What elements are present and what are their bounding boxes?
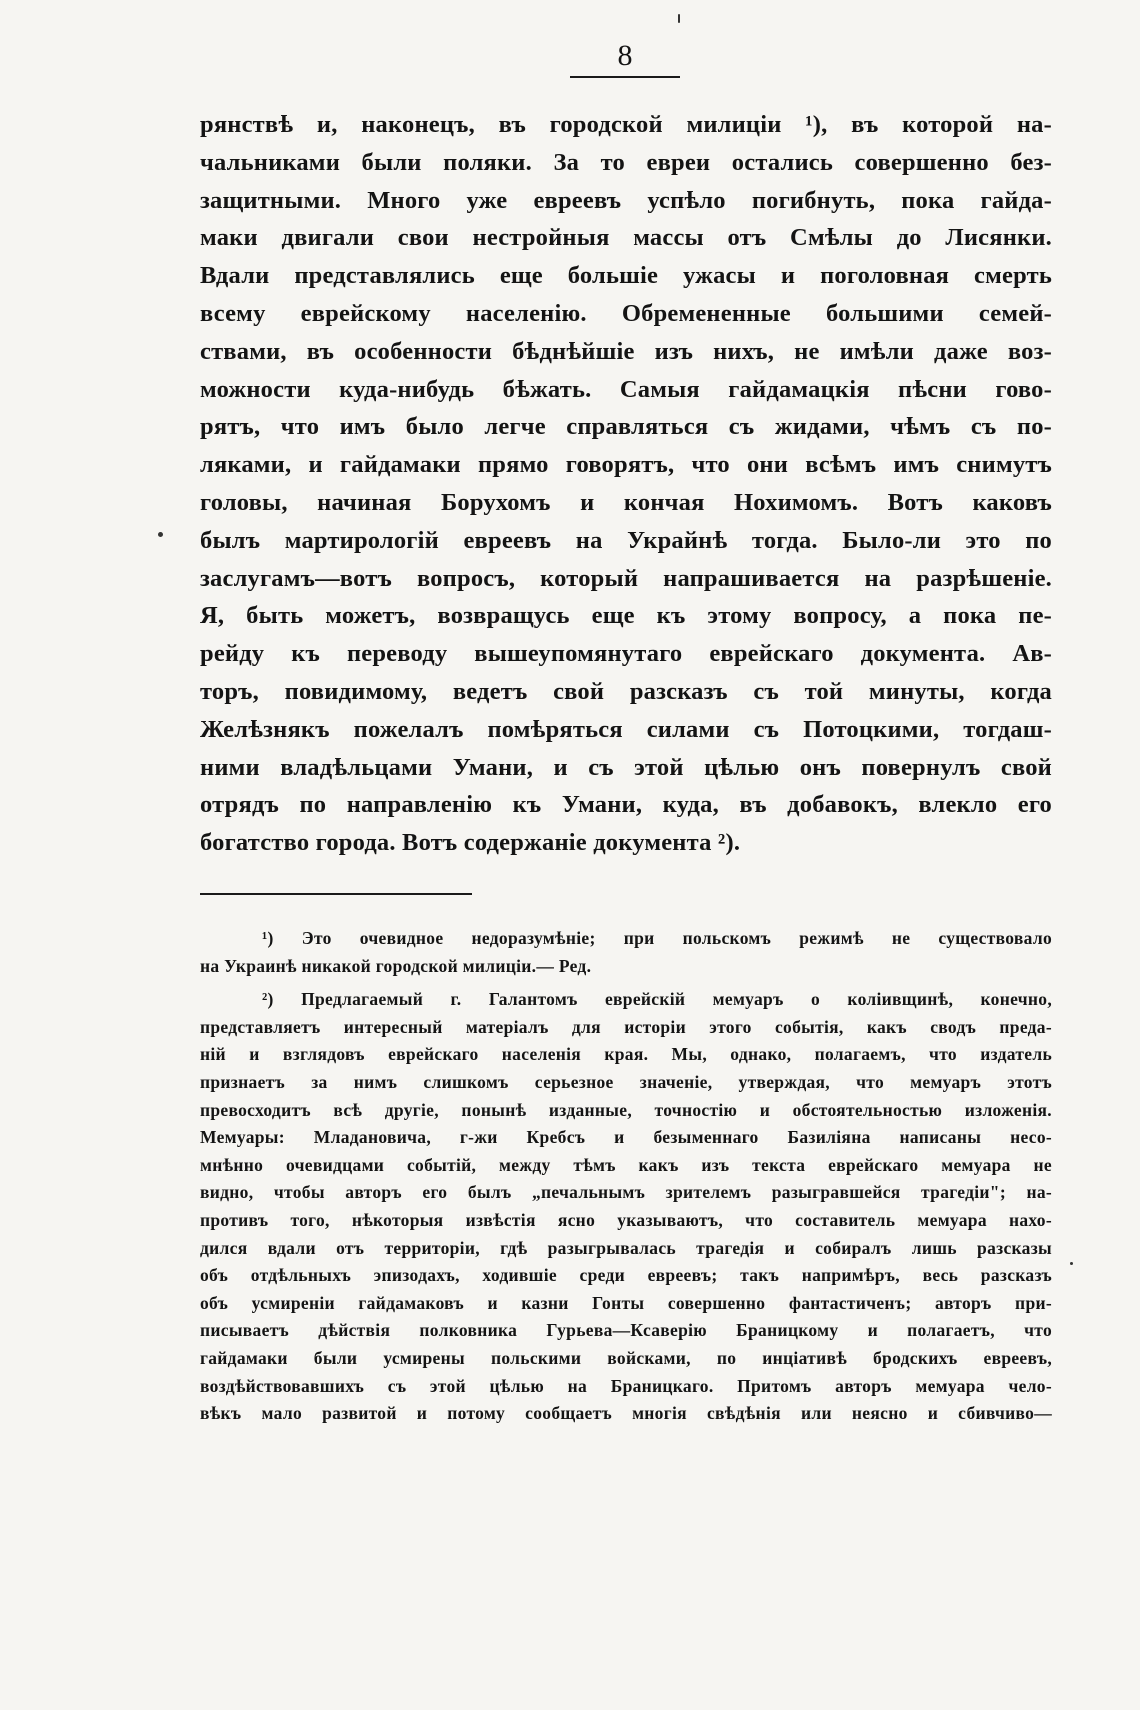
footnote-2-line: Мемуары: Младановича, г-жи Кребсъ и безыменнаго Базиліяна написаны несо-	[200, 1127, 1052, 1148]
body-line: защитными. Много уже евреевъ успѣло погибнуть, пока гайда-	[200, 186, 1052, 214]
footnotes	[200, 925, 1052, 1428]
body-line: рятъ, что имъ было легче справляться съ жидами, чѣмъ съ по-	[200, 413, 1052, 441]
footnote-2-line: ²) Предлагаемый г. Галантомъ еврейскій мемуаръ о коліивщинѣ, конечно,	[262, 989, 1052, 1010]
body-line: отрядъ по направленію къ Умани, куда, въ добавокъ, влекло его	[200, 791, 1052, 819]
body-line: рянствѣ и, наконецъ, въ городской милиціи ¹), въ которой на-	[200, 111, 1052, 138]
footnote-2-line: ній и взглядовъ еврейскаго населенія края. Мы, однако, полагаемъ, что издатель	[200, 1044, 1052, 1065]
footnote-2-line: противъ того, нѣкоторыя извѣстія ясно указываютъ, что составитель мемуара нахо-	[200, 1209, 1052, 1230]
footnote-2-line: дился вдали отъ территоріи, гдѣ разыгрывалась трагедія и собиралъ лишь разсказы	[200, 1237, 1052, 1258]
body-line: былъ мартирологій евреевъ на Украйнѣ тогда. Было-ли это по	[200, 526, 1052, 554]
page-number-rule	[570, 76, 680, 78]
scan-speck	[158, 532, 163, 537]
body-line: чальниками были поляки. За то евреи остались совершенно без-	[200, 148, 1052, 176]
footnote-2-line: писываетъ дѣйствія полковника Гурьева—Ксаверію Браницкому и полагаетъ, что	[200, 1320, 1052, 1341]
footnote-2-line: превосходитъ всѣ другіе, понынѣ изданные, точностію и обстоятельностью изложенія.	[200, 1099, 1052, 1120]
page-number: 8	[617, 39, 633, 72]
body-line: всему еврейскому населенію. Обремененные большими семей-	[200, 299, 1052, 327]
footnote-2-line: объ отдѣльныхъ эпизодахъ, ходившіе среди евреевъ; такъ напримѣръ, весь разсказъ	[200, 1265, 1052, 1286]
body-line: ствами, въ особенности бѣднѣйшіе изъ нихъ, не имѣли даже воз-	[200, 337, 1052, 365]
body-line: ляками, и гайдамаки прямо говорятъ, что они всѣмъ имъ снимутъ	[200, 451, 1052, 479]
footnote-2-line: воздѣйствовавшихъ съ этой цѣлью на Браницкаго. Притомъ авторъ мемуара чело-	[200, 1375, 1052, 1396]
footnote-2-line: мнѣнно очевидцами событій, между тѣмъ какъ изъ текста еврейскаго мемуара не	[200, 1154, 1052, 1175]
footnote-separator	[200, 893, 472, 895]
footnote-1-line: ¹) Это очевидное недоразумѣніе; при польскомъ режимѣ не существовало	[262, 928, 1052, 948]
body-line: торъ, повидимому, ведетъ свой разсказъ съ той минуты, когда	[200, 677, 1052, 705]
scan-speck	[1070, 1262, 1073, 1265]
footnote-2-line: гайдамаки были усмирены польскими войсками, по инціативѣ бродскихъ евреевъ,	[200, 1347, 1052, 1368]
body-line: Я, быть можетъ, возвращусь еще къ этому вопросу, а пока пе-	[200, 602, 1052, 630]
body-line: головы, начиная Борухомъ и кончая Нохимомъ. Вотъ каковъ	[200, 488, 1052, 516]
body-text	[200, 106, 1052, 862]
footnote-2-line: видно, чтобы авторъ его былъ „печальнымъ зрителемъ разыгравшейся трагедіи"; на-	[200, 1182, 1052, 1203]
body-line: маки двигали свои нестройныя массы отъ Смѣлы до Лисянки.	[200, 224, 1052, 252]
footnote-2-line: представляетъ интересный матеріалъ для исторіи этого событія, какъ сводъ преда-	[200, 1016, 1052, 1037]
body-line: богатство города. Вотъ содержаніе документа ²).	[200, 829, 741, 857]
page-header	[570, 38, 680, 78]
body-line: Вдали представлялись еще большіе ужасы и поголовная смерть	[200, 262, 1052, 290]
body-line: можности куда-нибудь бѣжать. Самыя гайдамацкія пѣсни гово-	[200, 375, 1052, 403]
footnote-1-line: на Украинѣ никакой городской милиціи.— Ред.	[200, 955, 592, 976]
scan-speck	[678, 14, 680, 23]
footnote-2-line: признаетъ за нимъ слишкомъ серьезное значеніе, утверждая, что мемуаръ этотъ	[200, 1071, 1052, 1092]
body-line: заслугамъ—вотъ вопросъ, который напрашивается на разрѣшеніе.	[200, 564, 1052, 592]
body-line: рейду къ переводу вышеупомянутаго еврейскаго документа. Ав-	[200, 640, 1052, 668]
body-line: Желѣзнякъ пожелалъ помѣряться силами съ Потоцкими, тогдаш-	[200, 715, 1052, 743]
footnote-2-line: объ усмиреніи гайдамаковъ и казни Гонты совершенно фантастиченъ; авторъ при-	[200, 1292, 1052, 1313]
body-line: ними владѣльцами Умани, и съ этой цѣлью онъ повернулъ свой	[200, 753, 1052, 781]
footnote-2-line: вѣкъ мало развитой и потому сообщаетъ многія свѣдѣнія или неясно и сбивчиво—	[200, 1403, 1052, 1424]
